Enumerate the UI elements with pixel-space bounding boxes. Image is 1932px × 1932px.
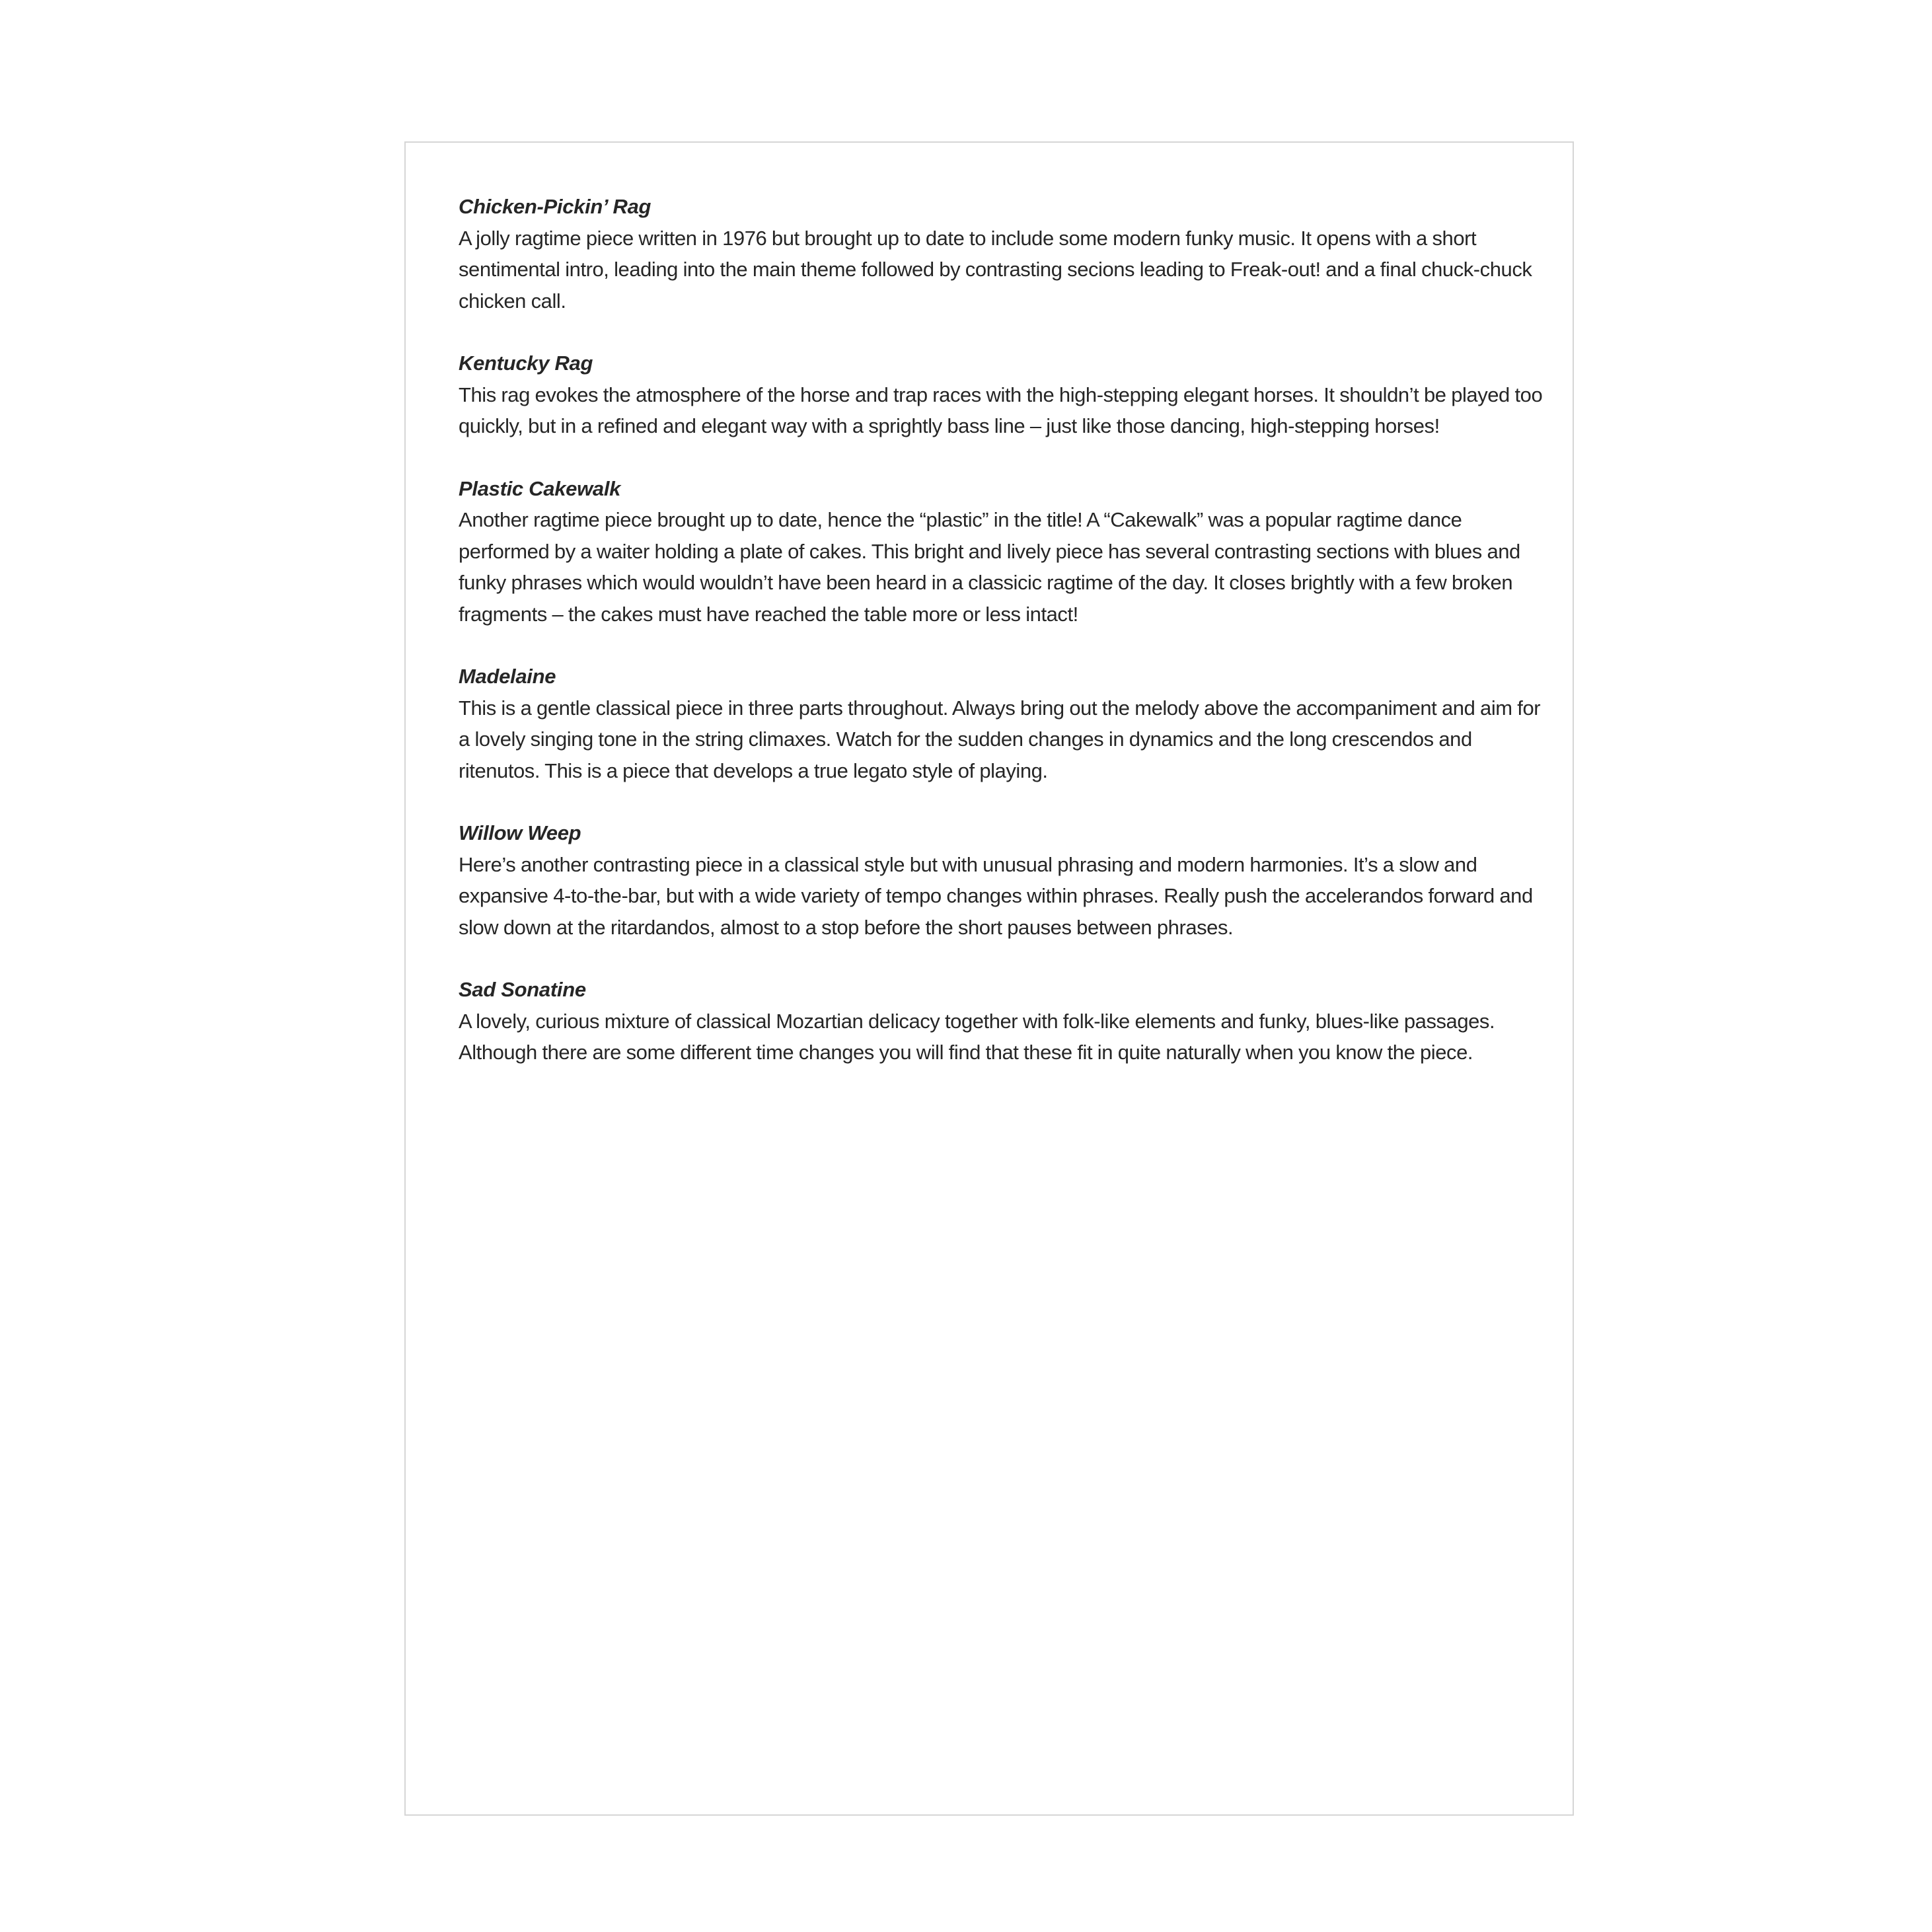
- entry-description: This rag evokes the atmosphere of the horse and trap races with the high-stepping elegant horses. It shouldn’t be played too quickly, but in a refined and elegant way with a sprightly bass line – just like those dancing, high-stepping horses!: [459, 383, 1543, 437]
- entry-description: A jolly ragtime piece written in 1976 but brought up to date to include some modern funky music. It opens with a short sentimental intro, leading into the main theme followed by contrasting secions leading to Freak-out! and a final chuck-chuck chicken call.: [459, 226, 1532, 313]
- entry-madelaine: [459, 661, 1555, 786]
- entry-description: Here’s another contrasting piece in a classical style but with unusual phrasing and modern harmonies. It’s a slow and expansive 4-to-the-bar, but with a wide variety of tempo changes within phrases. Really push the accelerandos forward and slow down at the ritardandos, almost to a stop before the short pauses between phrases.: [459, 852, 1533, 939]
- entry-description: A lovely, curious mixture of classical Mozartian delicacy together with folk-like elements and funky, blues-like passages. Although there are some different time changes you will find that these fit in quite naturally when you know the piece.: [459, 1009, 1495, 1064]
- page-content: [459, 191, 1555, 1099]
- entry-title: Chicken-Pickin’ Rag: [459, 195, 651, 218]
- entry-title: Madelaine: [459, 665, 556, 688]
- entry-title: Kentucky Rag: [459, 352, 593, 375]
- entry-plastic-cakewalk: [459, 473, 1555, 630]
- entry-title: Sad Sonatine: [459, 978, 586, 1001]
- entry-description: This is a gentle classical piece in three parts throughout. Always bring out the melody above the accompaniment and aim for a lovely singing tone in the string climaxes. Watch for the sudden changes in dynamics and the long crescendos and ritenutos. This is a piece that develops a true legato style of playing.: [459, 696, 1541, 782]
- entry-sad-sonatine: [459, 974, 1555, 1068]
- entry-chicken-pickin-rag: [459, 191, 1555, 316]
- entry-willow-weep: [459, 817, 1555, 943]
- entry-title: Willow Weep: [459, 821, 581, 844]
- entry-description: Another ragtime piece brought up to date, hence the “plastic” in the title! A “Cakewalk” was a popular ragtime dance performed by a waiter holding a plate of cakes. This bright and lively piece has several contrasting sections with blues and funky phrases which would wouldn’t have been heard in a classicic ragtime of the day. It closes brightly with a few broken fragments – the cakes must have reached the table more or less intact!: [459, 508, 1520, 626]
- document-page: [404, 141, 1574, 1816]
- entry-title: Plastic Cakewalk: [459, 476, 621, 500]
- entry-kentucky-rag: [459, 348, 1555, 442]
